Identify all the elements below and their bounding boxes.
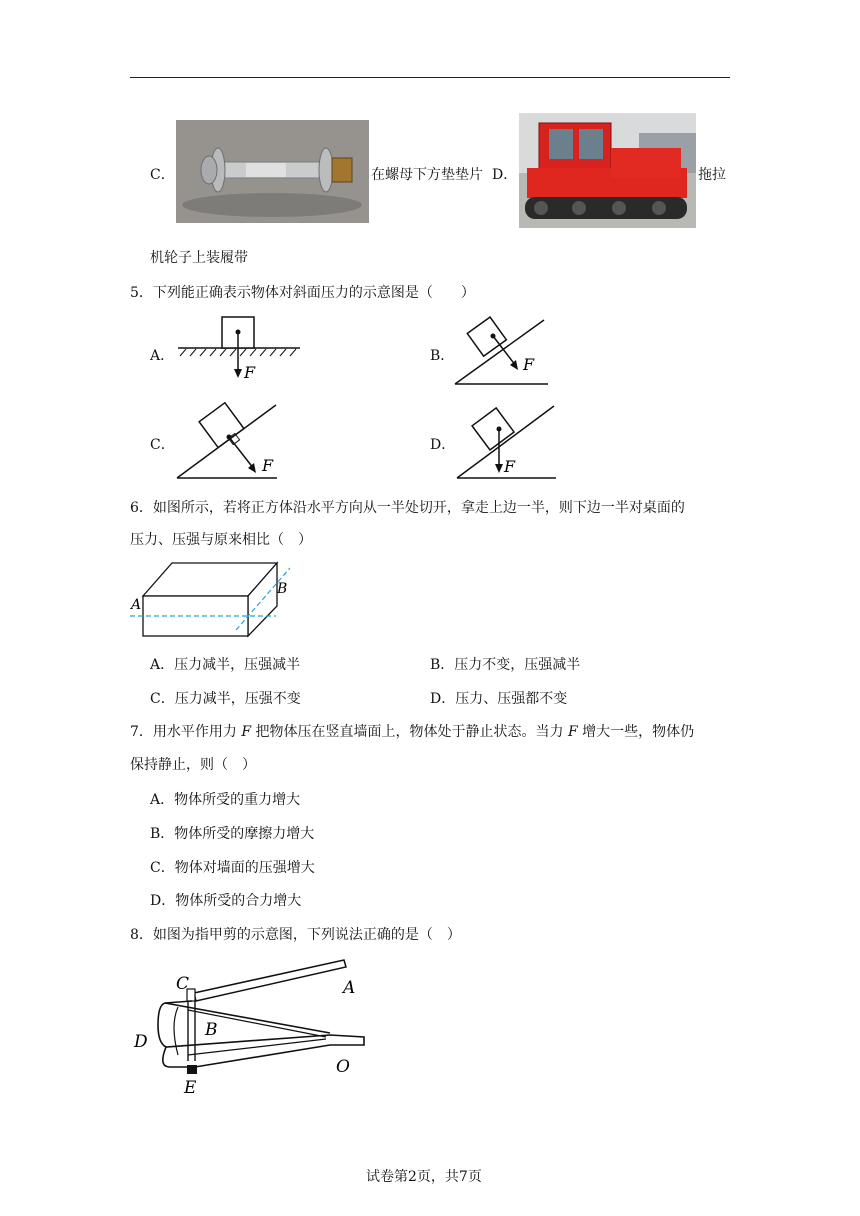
tractor-photo: [519, 113, 696, 228]
q5c-force-label: F: [262, 456, 274, 475]
q6-label-a: A: [131, 597, 142, 613]
q5-figure-c: [172, 399, 282, 481]
header-rule: [130, 77, 730, 78]
q7-force-var: F: [241, 724, 252, 740]
q7-stem-line1: [130, 721, 694, 741]
q5-option-d-label: D．: [430, 437, 456, 453]
q7-stem-line2: 保持静止，则（ ）: [130, 757, 256, 773]
q8-label-b: B: [205, 1020, 218, 1040]
q7-stem-post: 增大一些，物体仍: [582, 724, 695, 740]
q4-option-d-label: D．: [492, 167, 518, 183]
q5-option-a-label: A．: [150, 348, 175, 364]
q5-figure-b: [452, 312, 552, 387]
q7-stem-mid: 把物体压在竖直墙面上，物体处于静止状态。当力: [255, 724, 564, 740]
q7-option-b: B．物体所受的摩擦力增大: [150, 826, 315, 842]
q8-nail-clipper-figure: [130, 955, 375, 1100]
q4-option-d-caption-cont: 机轮子上装履带: [150, 250, 248, 266]
q5-option-c-label: C．: [150, 437, 175, 453]
q6-option-a: A．压力减半，压强减半: [150, 657, 301, 673]
q8-label-c: C: [176, 974, 190, 994]
page-footer: 试卷第2页，共7页: [366, 1169, 482, 1185]
q5-stem: 5．下列能正确表示物体对斜面压力的示意图是（ ）: [130, 285, 475, 301]
q5b-force-label: F: [523, 355, 535, 374]
q6-option-d: D．压力、压强都不变: [430, 691, 568, 707]
q7-option-c: C．物体对墙面的压强增大: [150, 860, 315, 876]
q5a-force-label: F: [244, 363, 256, 382]
q4-option-c-caption: 在螺母下方垫垫片: [371, 167, 483, 183]
q7-option-d: D．物体所受的合力增大: [150, 893, 302, 909]
q8-stem: 8．如图为指甲剪的示意图，下列说法正确的是（ ）: [130, 927, 461, 943]
q8-label-d: D: [134, 1032, 148, 1052]
q6-stem-line1: 6．如图所示，若将正方体沿水平方向从一半处切开，拿走上边一半，则下边一半对桌面的: [130, 500, 685, 516]
q5-figure-a: [172, 312, 307, 382]
q7-stem-pre: 7．用水平作用力: [130, 724, 237, 740]
q4-option-c-label: C．: [150, 167, 175, 183]
q6-cube-figure: [126, 558, 301, 638]
q8-label-o: O: [336, 1057, 350, 1077]
q5-figure-d: [452, 401, 562, 481]
q6-option-b: B．压力不变，压强减半: [430, 657, 581, 673]
q6-option-c: C．压力减半，压强不变: [150, 691, 301, 707]
q7-option-a: A．物体所受的重力增大: [150, 792, 301, 808]
q5-option-b-label: B．: [430, 348, 455, 364]
q5d-force-label: F: [504, 457, 516, 476]
q8-label-e: E: [184, 1078, 197, 1098]
q6-label-b: B: [277, 581, 288, 597]
q7-force-var-2: F: [568, 724, 578, 740]
q4-option-d-caption: 拖拉: [698, 167, 726, 183]
bolt-photo: [176, 120, 369, 223]
q8-label-a: A: [343, 978, 356, 998]
q6-stem-line2: 压力、压强与原来相比（ ）: [130, 532, 312, 548]
